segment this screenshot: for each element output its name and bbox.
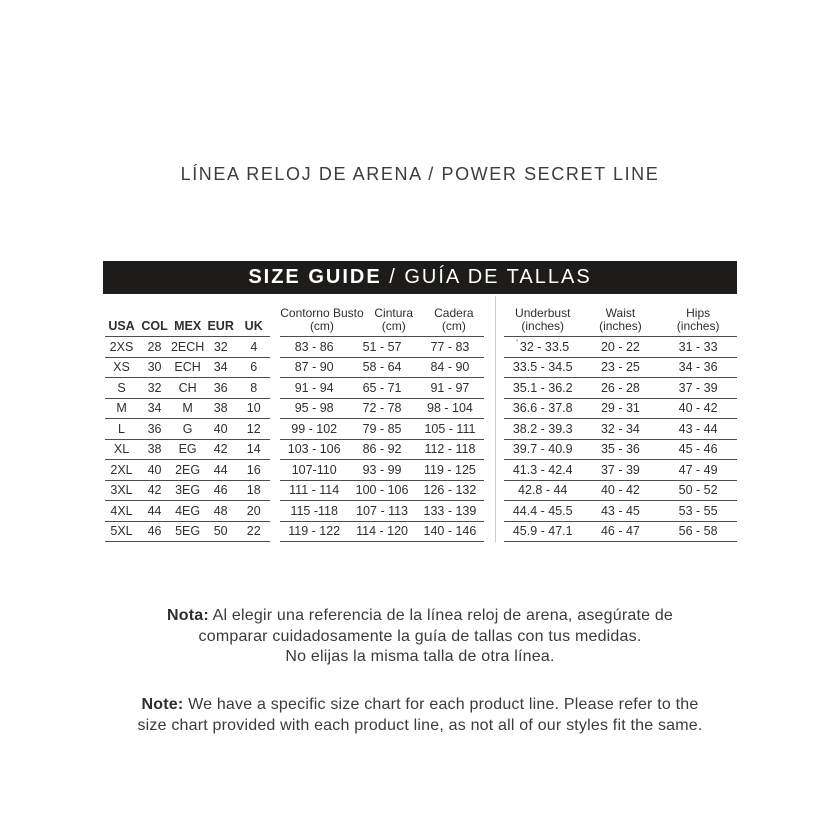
cell-underbust_in: 38.2 - 39.3 — [512, 421, 573, 436]
cell-hips_cm: 98 - 104 — [427, 401, 473, 416]
cell-bust_cm: 111 - 114 — [289, 483, 340, 498]
note-english-text: We have a specific size chart for each product line. Please refer to the — [183, 696, 699, 713]
cell-col: 42 — [147, 483, 162, 498]
cell-hips_cm: 84 - 90 — [430, 360, 470, 375]
cell-waist_cm: 72 - 78 — [362, 401, 402, 416]
table-row — [105, 419, 270, 440]
cell-uk: 10 — [246, 401, 261, 416]
page-title: LÍNEA RELOJ DE ARENA / POWER SECRET LINE — [180, 164, 660, 184]
cell-hips_in: 34 - 36 — [678, 360, 718, 375]
cell-waist_cm: 93 - 99 — [362, 462, 402, 477]
cell-waist_cm: 58 - 64 — [362, 360, 402, 375]
cell-mex: 2ECH — [170, 339, 205, 354]
cell-usa: 2XL — [110, 462, 133, 477]
table-row — [105, 522, 270, 543]
cell-waist_cm: 114 - 120 — [356, 524, 409, 539]
cell-eur: 34 — [213, 360, 228, 375]
column-header-unit: (inches) — [521, 319, 565, 333]
size-codes-group — [105, 305, 270, 542]
cell-hips_cm: 126 - 132 — [423, 483, 477, 498]
cell-hips_in: 47 - 49 — [678, 462, 718, 477]
table-row — [105, 399, 270, 420]
cell-bust_cm: 107-110 — [291, 462, 337, 477]
cell-mex: 4EG — [175, 503, 201, 518]
cell-underbust_in: 41.3 - 42.4 — [512, 462, 573, 477]
cell-underbust_in: 36.6 - 37.8 — [512, 401, 573, 416]
cell-bust_cm: 119 - 122 — [288, 524, 341, 539]
cell-bust_cm: 83 - 86 — [294, 339, 334, 354]
column-header-label: Cintura — [374, 306, 414, 320]
table-row — [105, 481, 270, 502]
cell-underbust_in: ' 32 - 33.5 — [516, 337, 570, 354]
cell-hips_cm: 91 - 97 — [430, 380, 470, 395]
table-row — [504, 460, 737, 481]
column-header-label: Cadera — [434, 306, 474, 320]
cell-bust_cm: 87 - 90 — [294, 360, 334, 375]
cell-usa: 3XL — [110, 483, 133, 498]
column-header-uk: UK — [244, 319, 263, 333]
size-codes-rows — [105, 337, 270, 542]
column-header-unit: (cm) — [381, 319, 406, 333]
table-row — [105, 501, 270, 522]
cell-usa: 5XL — [110, 524, 133, 539]
cell-eur: 38 — [213, 401, 228, 416]
cell-eur: 40 — [213, 421, 228, 436]
cell-mex: 3EG — [175, 483, 201, 498]
cell-eur: 46 — [213, 483, 228, 498]
banner-bold-text: SIZE GUIDE — [248, 266, 382, 288]
cell-hips_in: 40 - 42 — [678, 401, 718, 416]
cell-col: 34 — [147, 401, 162, 416]
cell-underbust_in: 35.1 - 36.2 — [512, 380, 573, 395]
cell-waist_in: 37 - 39 — [600, 462, 640, 477]
cell-uk: 14 — [246, 442, 261, 457]
table-row — [504, 399, 737, 420]
cell-eur: 42 — [213, 442, 228, 457]
column-header-unit: (inches) — [676, 319, 720, 333]
cell-waist_cm: 107 - 113 — [356, 503, 409, 518]
cell-mex: EG — [178, 442, 197, 457]
table-row — [280, 399, 484, 420]
table-row — [504, 522, 737, 543]
banner-rest-text: / GUÍA DE TALLAS — [381, 266, 592, 288]
table-row — [280, 358, 484, 379]
note-spanish-line1 — [0, 606, 840, 627]
cell-underbust_in: 45.9 - 47.1 — [512, 524, 573, 539]
cell-usa: 2XS — [109, 339, 134, 354]
column-header-label: Underbust — [515, 306, 571, 320]
column-header-unit: (cm) — [441, 319, 466, 333]
table-row — [280, 481, 484, 502]
cell-waist_cm: 51 - 57 — [362, 339, 402, 354]
cell-mex: 2EG — [175, 462, 201, 477]
cell-waist_in: 35 - 36 — [600, 442, 640, 457]
table-row — [504, 440, 737, 461]
cell-hips_cm: 112 - 118 — [424, 442, 476, 457]
cell-uk: 6 — [250, 360, 258, 375]
inches-header-row — [504, 305, 737, 337]
cell-waist_cm: 100 - 106 — [355, 483, 409, 498]
column-header-usa: USA — [108, 319, 135, 333]
cell-waist_in: 20 - 22 — [600, 339, 640, 354]
cell-usa: S — [117, 380, 126, 395]
note-english-line2: size chart provided with each product line, as not all of our styles fit the same. — [137, 716, 703, 734]
cell-col: 36 — [147, 421, 162, 436]
note-english-line1 — [0, 695, 840, 716]
cell-eur: 44 — [213, 462, 228, 477]
cm-measurements-group — [280, 305, 484, 542]
cell-col: 32 — [147, 380, 162, 395]
column-header-bust-cm — [280, 305, 363, 336]
cell-hips_in: 31 - 33 — [678, 339, 718, 354]
cell-usa: XL — [113, 442, 130, 457]
table-row — [280, 419, 484, 440]
cell-uk: 18 — [246, 483, 261, 498]
cell-col: 30 — [147, 360, 162, 375]
cell-waist_in: 29 - 31 — [600, 401, 640, 416]
column-header-unit: (cm) — [309, 319, 334, 333]
note-spanish — [0, 606, 840, 668]
table-row — [504, 501, 737, 522]
cell-usa: M — [116, 401, 127, 416]
cell-usa: L — [118, 421, 125, 436]
note-spanish-line3: No elijas la misma talla de otra línea. — [285, 648, 555, 665]
column-header-waist-in — [582, 305, 660, 336]
table-row — [105, 440, 270, 461]
cell-uk: 12 — [246, 421, 261, 436]
cell-hips_in: 50 - 52 — [678, 483, 718, 498]
cell-mex: G — [182, 421, 193, 436]
note-english-label: Note: — [141, 696, 184, 713]
cell-mex: 5EG — [175, 524, 201, 539]
cell-col: 40 — [147, 462, 162, 477]
cell-hips_in: 43 - 44 — [678, 421, 718, 436]
cell-bust_cm: 95 - 98 — [294, 401, 334, 416]
cell-hips_cm: 133 - 139 — [423, 503, 477, 518]
cell-uk: 4 — [250, 339, 258, 354]
cell-hips_cm: 105 - 111 — [424, 421, 476, 436]
cell-uk: 8 — [250, 380, 258, 395]
cell-uk: 20 — [246, 503, 261, 518]
column-header-label: Hips — [686, 306, 711, 320]
column-header-mex: MEX — [174, 319, 202, 333]
table-row — [504, 481, 737, 502]
table-row — [504, 378, 737, 399]
cell-underbust_in: 44.4 - 45.5 — [512, 503, 573, 518]
column-header-col: COL — [141, 319, 168, 333]
cell-col: 38 — [147, 442, 162, 457]
column-header-underbust-in — [504, 305, 582, 336]
size-guide-banner — [103, 261, 737, 294]
cell-hips_in: 56 - 58 — [678, 524, 718, 539]
cell-col: 46 — [147, 524, 162, 539]
column-header-eur: EUR — [207, 319, 234, 333]
table-row — [105, 337, 270, 358]
cell-waist_in: 40 - 42 — [600, 483, 640, 498]
cell-bust_cm: 115 -118 — [290, 503, 338, 518]
cm-inches-divider-line — [495, 296, 496, 542]
cm-header-row — [280, 305, 484, 337]
cell-underbust_in: 39.7 - 40.9 — [512, 442, 573, 457]
cell-hips_in: 37 - 39 — [678, 380, 718, 395]
cell-uk: 22 — [246, 524, 261, 539]
table-row — [280, 522, 484, 543]
note-spanish-line2: comparar cuidadosamente la guía de tallas con tus medidas. — [198, 627, 642, 645]
cell-eur: 36 — [213, 380, 228, 395]
cell-col: 44 — [147, 503, 162, 518]
cell-hips_cm: 77 - 83 — [430, 339, 470, 354]
table-row — [105, 378, 270, 399]
column-header-hips-in — [659, 305, 737, 336]
table-row — [280, 337, 484, 358]
cell-col: 28 — [147, 339, 162, 354]
table-row — [105, 358, 270, 379]
note-spanish-text: Al elegir una referencia de la línea reloj de arena, asegúrate de — [208, 607, 674, 624]
cell-underbust_in: 33.5 - 34.5 — [512, 360, 573, 375]
cell-waist_cm: 86 - 92 — [362, 442, 402, 457]
note-spanish-label: Nota: — [166, 607, 209, 624]
table-row — [504, 337, 737, 358]
column-header-hips-cm — [424, 305, 484, 336]
table-row — [504, 419, 737, 440]
column-header-label: Waist — [605, 306, 636, 320]
table-row — [280, 378, 484, 399]
inches-measurements-group — [504, 305, 737, 542]
table-row — [504, 358, 737, 379]
table-row — [280, 460, 484, 481]
cell-uk: 16 — [246, 462, 261, 477]
cell-mex: M — [182, 401, 193, 416]
cell-bust_cm: 91 - 94 — [294, 380, 334, 395]
note-english — [0, 695, 840, 736]
cell-hips_in: 53 - 55 — [678, 503, 718, 518]
cell-usa: 4XL — [110, 503, 133, 518]
table-row — [105, 460, 270, 481]
column-header-unit: (inches) — [599, 319, 642, 333]
cell-hips_cm: 140 - 146 — [423, 524, 477, 539]
cell-waist_in: 26 - 28 — [600, 380, 640, 395]
cell-waist_in: 43 - 45 — [600, 503, 640, 518]
cell-waist_in: 46 - 47 — [600, 524, 640, 539]
cell-underbust_in: 42.8 - 44 — [518, 483, 568, 498]
cm-rows — [280, 337, 484, 542]
cell-waist_in: 32 - 34 — [600, 421, 640, 436]
cell-bust_cm: 103 - 106 — [287, 442, 341, 457]
column-header-label: Contorno Busto — [280, 306, 364, 320]
cell-eur: 32 — [213, 339, 228, 354]
cell-eur: 48 — [213, 503, 228, 518]
inches-rows — [504, 337, 737, 542]
cell-hips_in: 45 - 46 — [678, 442, 718, 457]
cell-bust_cm: 99 - 102 — [291, 421, 338, 436]
size-codes-header-row — [105, 305, 270, 337]
cell-eur: 50 — [213, 524, 228, 539]
table-row — [280, 501, 484, 522]
table-row — [280, 440, 484, 461]
cell-waist_cm: 79 - 85 — [362, 421, 402, 436]
cell-hips_cm: 119 - 125 — [423, 462, 476, 477]
cell-mex: CH — [178, 380, 197, 395]
cell-waist_in: 23 - 25 — [600, 360, 640, 375]
stray-mark: ' — [516, 337, 518, 348]
size-guide-table — [105, 305, 737, 542]
cell-waist_cm: 65 - 71 — [362, 380, 402, 395]
cell-usa: XS — [113, 360, 130, 375]
cell-mex: ECH — [174, 360, 201, 375]
column-header-waist-cm — [364, 305, 424, 336]
